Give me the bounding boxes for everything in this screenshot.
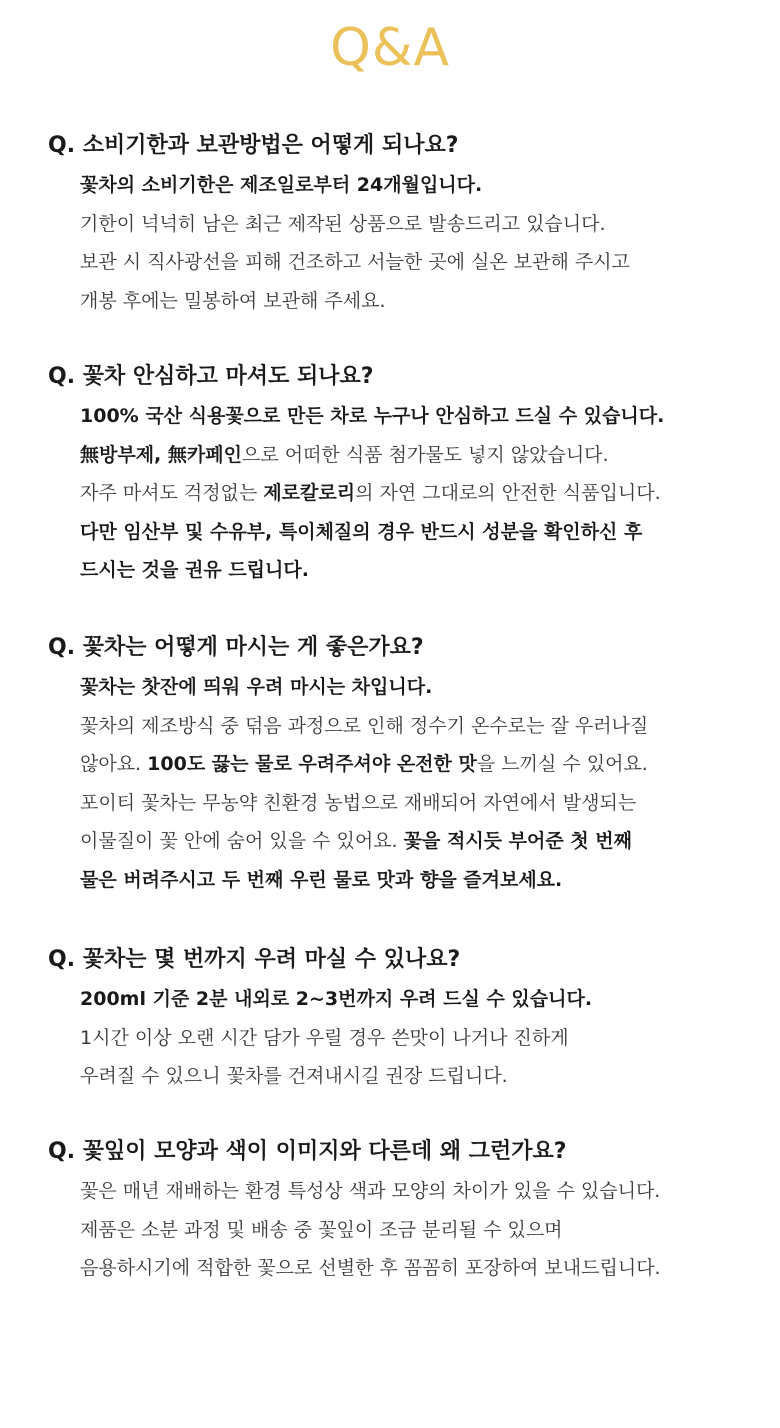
answer-text: 우려질 수 있으니 꽃차를 건져내시길 권장 드립니다.	[80, 1065, 508, 1088]
answer-text-bold: 꽃을 적시듯 부어준 첫 번째	[403, 830, 632, 853]
answer-text-bold: 100% 국산 식용꽃으로 만든 차로 누구나 안심하고 드실 수 있습니다.	[80, 405, 665, 427]
question: Q. 꽃차 안심하고 마셔도 되나요?	[48, 364, 374, 389]
answer-line	[80, 1211, 760, 1250]
qa-item-petal-appearance	[48, 1132, 760, 1288]
answer-line	[80, 243, 760, 282]
answer-text: 꽃은 매년 재배하는 환경 특성상 색과 모양의 차이가 있을 수 있습니다.	[80, 1180, 661, 1202]
answer-text: 이물질이 꽃 안에 숨어 있을 수 있어요.	[80, 830, 404, 853]
answer-line	[80, 1019, 760, 1058]
answer-line	[80, 1057, 760, 1096]
answer-text: 음용하시기에 적합한 꽃으로 선별한 후 꼼꼼히 포장하여 보내드립니다.	[80, 1257, 661, 1280]
answer-text: 1시간 이상 오랜 시간 담가 우릴 경우 쓴맛이 나거나 진하게	[80, 1026, 569, 1049]
answer-text-bold: 꽃차는 찻잔에 띄워 우려 마시는 차입니다.	[80, 676, 433, 698]
qa-item-how-to-drink	[48, 628, 760, 900]
question: Q. 꽃잎이 모양과 색이 이미지와 다른데 왜 그런가요?	[48, 1139, 567, 1164]
answer-line	[80, 707, 760, 746]
answer-text: 포이티 꽃차는 무농약 친환경 농법으로 재배되어 자연에서 발생되는	[80, 791, 637, 814]
answer-line	[80, 822, 760, 861]
answer-line	[80, 474, 760, 513]
answer-line	[80, 980, 760, 1019]
answer-text: 자주 마셔도 걱정없는	[80, 482, 264, 505]
answer-text: 제품은 소분 과정 및 배송 중 꽃잎이 조금 분리될 수 있으며	[80, 1218, 563, 1241]
answer-line	[80, 1172, 760, 1211]
answer-text-bold: 물은 버려주시고 두 번째 우린 물로 맛과 향을 즐겨보세요.	[80, 868, 563, 891]
answer-line	[80, 513, 760, 552]
answer-text: 기한이 넉넉히 남은 최근 제작된 상품으로 발송드리고 있습니다.	[80, 212, 606, 235]
answer-text: 보관 시 직사광선을 피해 건조하고 서늘한 곳에 실온 보관해 주시고	[80, 251, 630, 274]
qa-item-safety	[48, 357, 760, 590]
qa-item-expiry	[48, 126, 760, 320]
answer-line	[80, 668, 760, 707]
answer-line	[80, 436, 760, 475]
answer-text: 개봉 후에는 밀봉하여 보관해 주세요.	[80, 289, 386, 312]
answer-line	[80, 282, 760, 321]
answer-line	[80, 551, 760, 590]
question: Q. 소비기한과 보관방법은 어떻게 되나요?	[48, 133, 459, 158]
answer-line	[80, 784, 760, 823]
answer	[48, 980, 760, 1096]
answer	[48, 397, 760, 590]
answer-text-bold: 無방부제, 無카페인	[80, 443, 242, 466]
question: Q. 꽃차는 어떻게 마시는 게 좋은가요?	[48, 635, 424, 660]
answer-text-bold: 100도 끓는 물로 우려주셔야 온전한 맛	[147, 753, 477, 776]
answer-text-bold: 드시는 것을 권유 드립니다.	[80, 559, 309, 582]
answer-text: 을 느끼실 수 있어요.	[476, 753, 648, 776]
answer-line	[80, 861, 760, 900]
answer-line	[80, 205, 760, 244]
answer-text: 의 자연 그대로의 안전한 식품입니다.	[355, 482, 661, 505]
answer	[48, 668, 760, 900]
answer-text: 않아요.	[80, 753, 148, 776]
answer-text: 으로 어떠한 식품 첨가물도 넣지 않았습니다.	[241, 443, 609, 466]
answer	[48, 1172, 760, 1288]
answer-line	[80, 397, 760, 436]
answer-line	[80, 166, 760, 205]
answer-text-bold: 200ml 기준 2분 내외로 2~3번까지 우려 드실 수 있습니다.	[80, 988, 593, 1010]
answer-text-bold: 제로칼로리	[263, 482, 356, 505]
answer-text-bold: 꽃차의 소비기한은 제조일로부터 24개월입니다.	[80, 174, 483, 196]
answer-line	[80, 1249, 760, 1288]
answer	[48, 166, 760, 320]
qa-item-steeping-count	[48, 940, 760, 1096]
page-title: Q&A	[329, 18, 451, 78]
answer-text: 꽃차의 제조방식 중 덖음 과정으로 인해 정수기 온수로는 잘 우러나질	[80, 714, 649, 737]
answer-text-bold: 다만 임산부 및 수유부, 특이체질의 경우 반드시 성분을 확인하신 후	[80, 520, 643, 543]
question: Q. 꽃차는 몇 번까지 우려 마실 수 있나요?	[48, 947, 461, 972]
answer-line	[80, 745, 760, 784]
